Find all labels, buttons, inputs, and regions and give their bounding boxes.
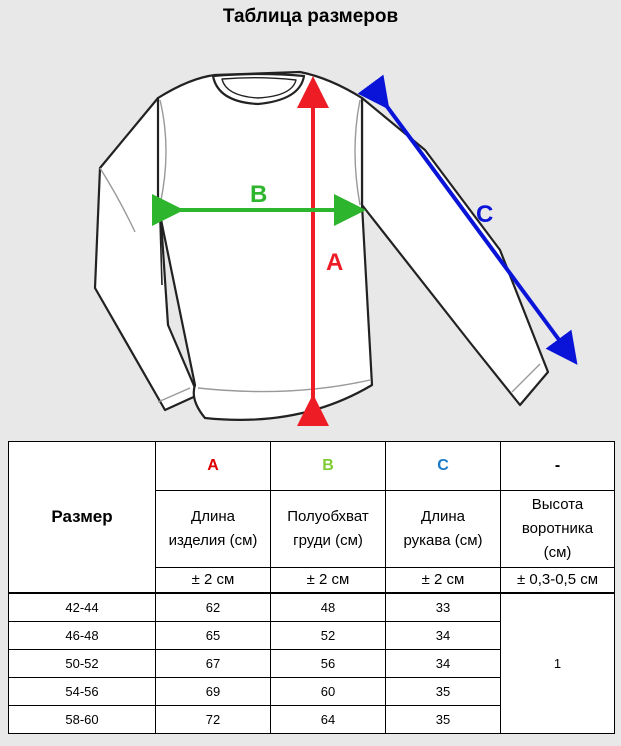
table-row	[9, 593, 615, 622]
column-name-collar: Высота воротника (см)	[501, 491, 615, 568]
size-table	[8, 441, 615, 734]
chest-cell: 52	[271, 621, 386, 649]
page-title: Таблица размеров	[222, 6, 399, 27]
tolerance-a: ± 2 см	[156, 568, 271, 593]
length-cell: 62	[156, 593, 271, 622]
tolerance-b: ± 2 см	[271, 568, 386, 593]
column-letter-collar: -	[501, 442, 615, 491]
label-c: C	[476, 201, 494, 228]
column-letter-a: A	[156, 442, 271, 491]
column-letter-b: B	[271, 442, 386, 491]
column-name-c: Длина рукава (см)	[386, 491, 501, 568]
column-name-b: Полуобхват груди (см)	[271, 491, 386, 568]
sleeve-cell: 34	[386, 621, 501, 649]
sleeve-cell: 35	[386, 677, 501, 705]
length-cell: 72	[156, 705, 271, 733]
length-cell: 65	[156, 621, 271, 649]
size-cell: 58-60	[9, 705, 156, 733]
collar-cell: 1	[501, 593, 615, 734]
length-cell: 67	[156, 649, 271, 677]
label-b: B	[250, 181, 268, 208]
sleeve-cell: 35	[386, 705, 501, 733]
size-cell: 54-56	[9, 677, 156, 705]
sweater-diagram	[0, 30, 621, 440]
chest-cell: 64	[271, 705, 386, 733]
chest-cell: 60	[271, 677, 386, 705]
tolerance-collar: ± 0,3-0,5 см	[501, 568, 615, 593]
sleeve-cell: 34	[386, 649, 501, 677]
size-cell: 46-48	[9, 621, 156, 649]
size-column-header: Размер	[9, 442, 156, 593]
column-letter-c: C	[386, 442, 501, 491]
chest-cell: 56	[271, 649, 386, 677]
chest-cell: 48	[271, 593, 386, 622]
column-name-a: Длина изделия (см)	[156, 491, 271, 568]
size-cell: 42-44	[9, 593, 156, 622]
tolerance-c: ± 2 см	[386, 568, 501, 593]
sweater-outline	[95, 72, 548, 420]
size-cell: 50-52	[9, 649, 156, 677]
label-a: A	[326, 249, 344, 276]
length-cell: 69	[156, 677, 271, 705]
sleeve-cell: 33	[386, 593, 501, 622]
